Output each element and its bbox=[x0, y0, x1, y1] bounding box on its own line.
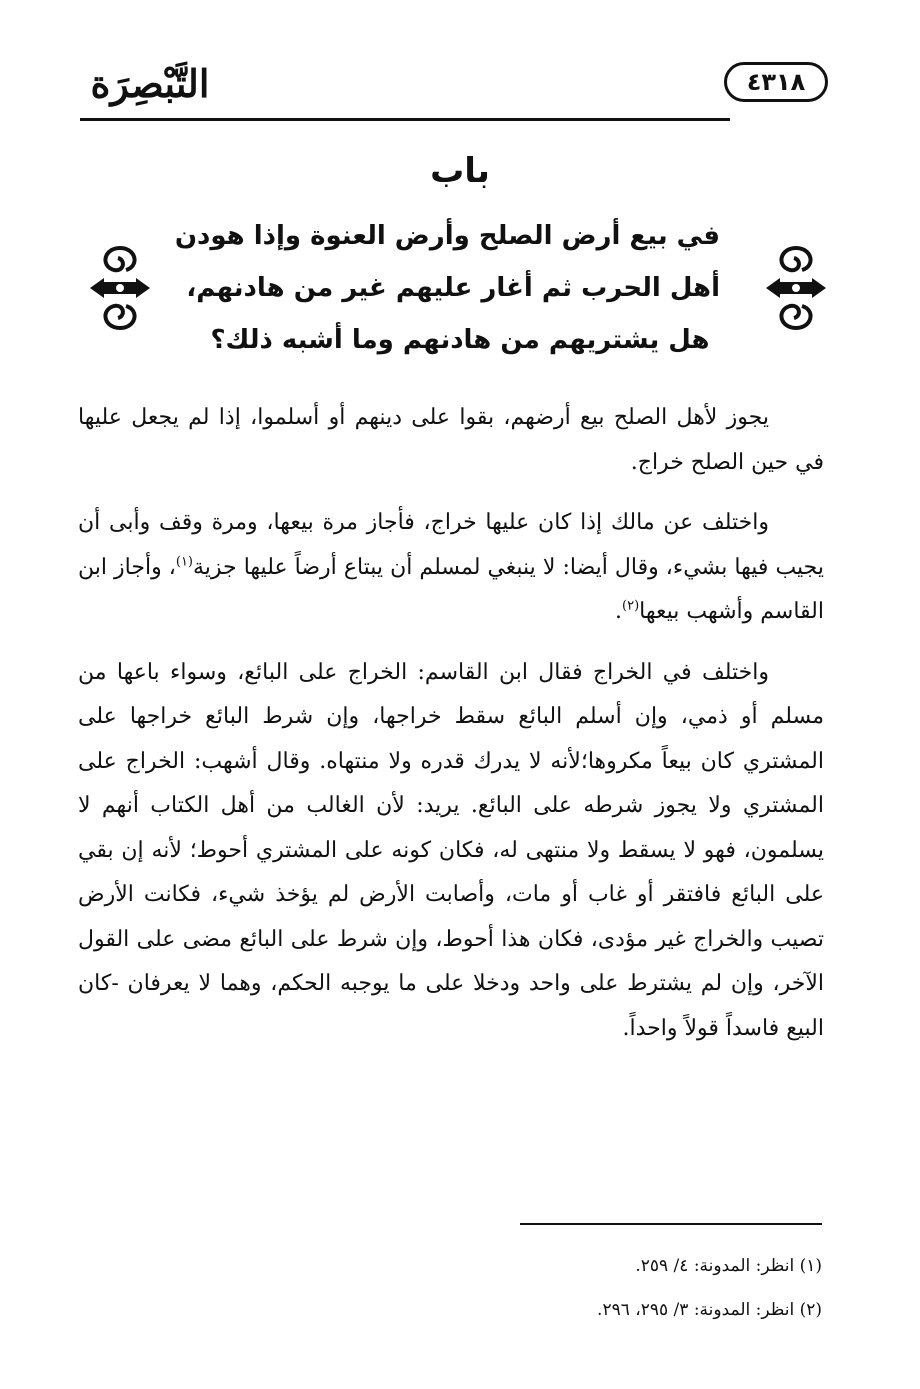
paragraph-text: ، وأجاز ابن القاسم وأشهب بيعها bbox=[78, 554, 824, 624]
paragraph: يجوز لأهل الصلح بيع أرضهم، بقوا على دينهم أو أسلموا، إذا لم يجعل عليها في حين الصلح خراج. bbox=[78, 405, 824, 475]
footnote: (١) انظر: المدونة: ٤/ ٢٥٩. bbox=[635, 1256, 822, 1276]
page-header bbox=[80, 48, 828, 128]
page-number: ٤٣١٨ bbox=[724, 62, 828, 102]
body-text bbox=[78, 396, 824, 1067]
left-ornament-icon bbox=[84, 240, 156, 336]
header-rule bbox=[80, 118, 730, 121]
paragraph bbox=[78, 501, 824, 635]
footnote: (٢) انظر: المدونة: ٣/ ٢٩٥، ٢٩٦. bbox=[597, 1300, 822, 1320]
footnote-rule bbox=[520, 1223, 822, 1225]
paragraph: واختلف في الخراج فقال ابن القاسم: الخراج على البائع، وسواء باعها من مسلم أو ذمي، وإن أسلم البائع سقط خراجها، وإن شرط البائع خراجها على المشتري كان بيعاً مكروها؛لأنه لا يدرك قدره ولا منتهاه. وقال أشهب: الخراج على المشتري ولا يجوز شرطه على البائع. يريد: لأن الغالب من أهل الكتاب أنهم لا يسلمون، فهو لا يسقط ولا منتهى له، فكان كونه على المشتري أحوط؛ لأنه إن بقي على البائع فافتقر أو غاب أو مات، وأصابت الأرض لم يؤخذ شيء، فكانت الأرض تصيب والخراج غير مؤدى، فكان هذا أحوط، وإن شرط على البائع مضى على القول الآخر، وإن لم يشترط على واحد ودخلا على ما يوجبه الحكم، وهما لا يعرفان -كان البيع فاسداً قولاً واحداً. bbox=[78, 659, 824, 1041]
book-title: التَّبْصِرَة bbox=[90, 61, 210, 106]
chapter-title-line: أهل الحرب ثم أغار عليهم غير من هادنهم، bbox=[186, 273, 720, 303]
chapter-label: باب bbox=[430, 151, 490, 191]
footnote-ref[interactable]: (١) bbox=[175, 554, 193, 570]
footnote-ref[interactable]: (٢) bbox=[622, 598, 640, 614]
footnotes bbox=[400, 1244, 822, 1332]
chapter-title bbox=[174, 210, 720, 366]
chapter-title-line: في بيع أرض الصلح وأرض العنوة وإذا هودن bbox=[174, 221, 720, 251]
chapter-title-line: هل يشتريهم من هادنهم وما أشبه ذلك؟ bbox=[210, 325, 710, 355]
right-ornament-icon bbox=[760, 240, 832, 336]
paragraph-text: واختلف عن مالك إذا كان عليها خراج، فأجاز مرة بيعها، ومرة وقف وأبى أن يجيب فيها بشيء، وقال أيضا: لا ينبغي لمسلم أن يبتاع أرضاً عليها جزية bbox=[78, 510, 825, 580]
paragraph-text: . bbox=[615, 599, 623, 624]
